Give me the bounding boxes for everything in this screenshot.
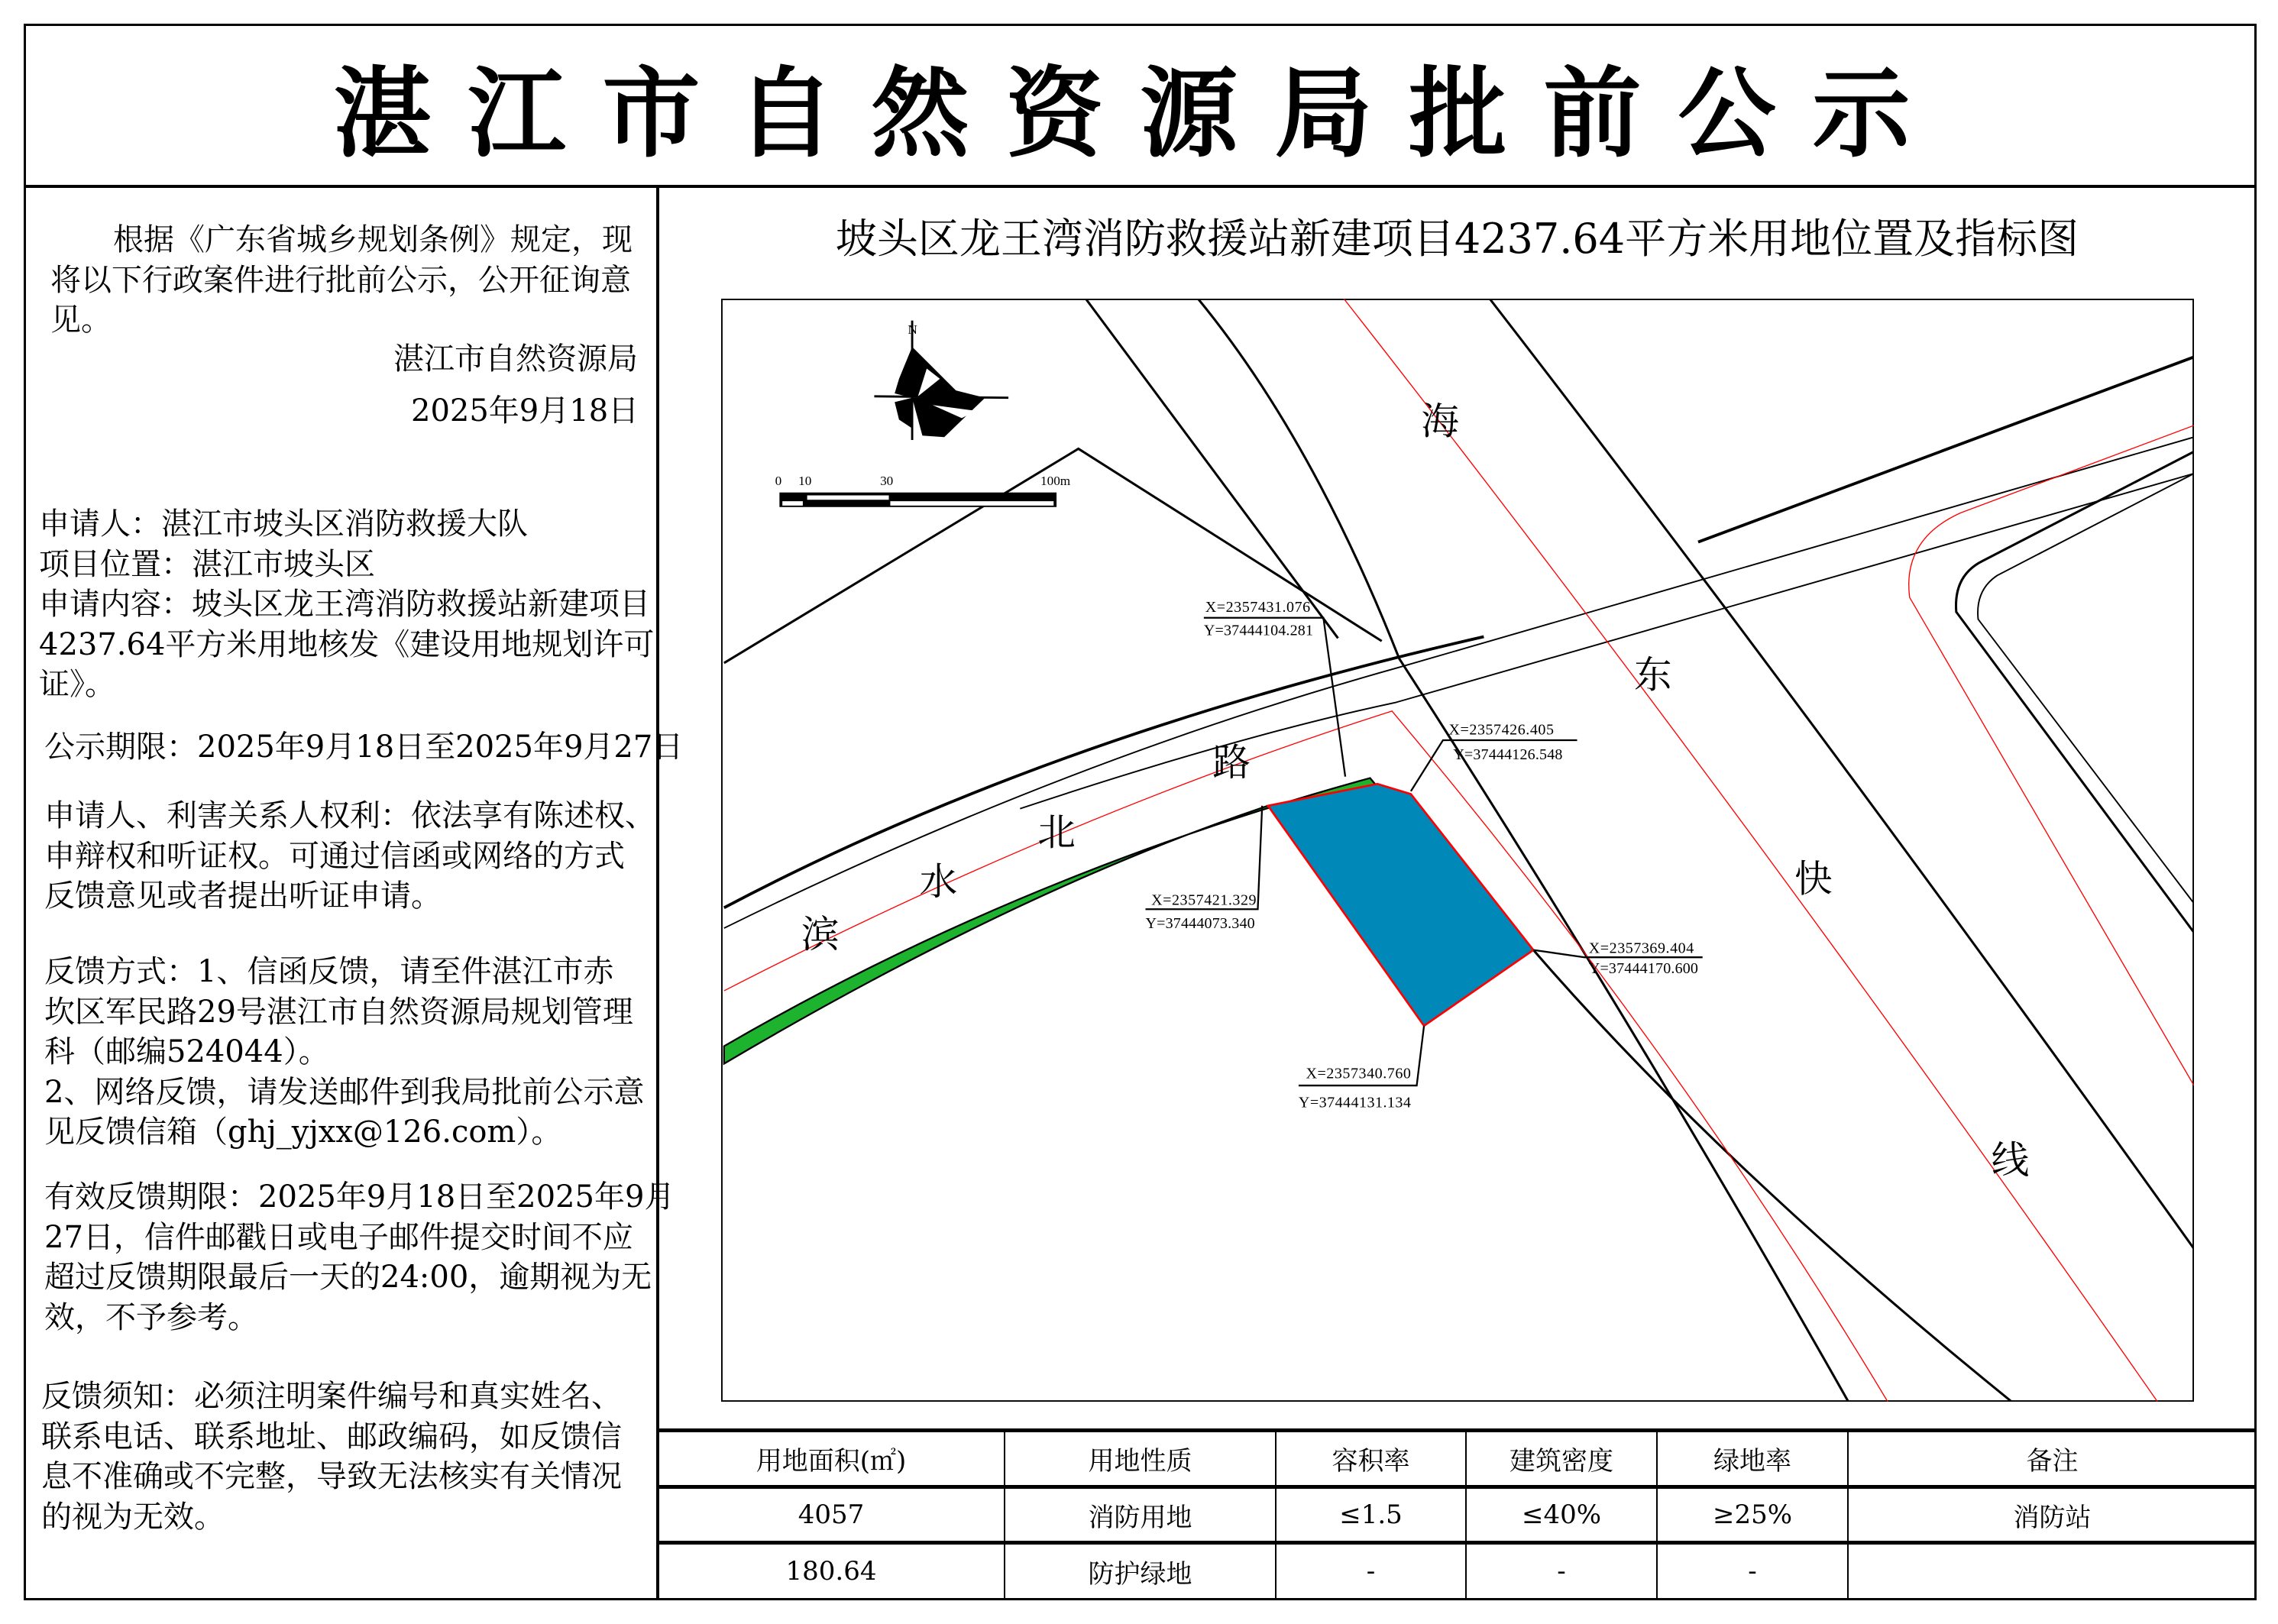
header-far: 容积率 xyxy=(1332,1446,1410,1477)
table-cell: 4057 xyxy=(798,1499,865,1530)
road-label: 海 xyxy=(1421,400,1459,443)
intro-paragraph xyxy=(50,220,633,341)
feedback-block xyxy=(44,952,644,1153)
table-cell: 消防站 xyxy=(2013,1502,2092,1533)
feedback-notes-block xyxy=(41,1377,622,1537)
coord-y: Y=37444073.340 xyxy=(1145,915,1255,933)
intro-line: 将以下行政案件进行批前公示，公开征询意 xyxy=(50,262,631,298)
scale-label: 0 xyxy=(775,474,782,489)
road-label: 东 xyxy=(1633,654,1672,697)
road-label: 北 xyxy=(1037,811,1076,854)
coord-x: X=2357340.760 xyxy=(1306,1065,1411,1082)
applicant-line: 申请内容：坡头区龙王湾消防救援站新建项目 xyxy=(39,587,650,622)
road-label: 路 xyxy=(1212,741,1251,784)
coord-y: Y=37444104.281 xyxy=(1203,622,1314,639)
north-label: N xyxy=(908,322,917,337)
notes-line: 的视为无效。 xyxy=(41,1499,225,1535)
coord-y: Y=37444131.134 xyxy=(1298,1094,1411,1111)
header-area: 用地面积(㎡) xyxy=(756,1446,907,1477)
notes-line: 息不准确或不完整，导致无法核实有关情况 xyxy=(41,1459,622,1494)
table-cell: ≤1.5 xyxy=(1339,1499,1403,1530)
table-cell: 180.64 xyxy=(785,1556,877,1587)
valid-line: 超过反馈期限最后一天的24:00，逾期视为无 xyxy=(44,1260,652,1295)
notes-line: 联系电话、联系地址、邮政编码，如反馈信 xyxy=(41,1419,622,1454)
coord-x: X=2357426.405 xyxy=(1448,721,1554,739)
intro-line: 见。 xyxy=(50,302,112,338)
table-cell: 防护绿地 xyxy=(1088,1558,1192,1590)
road-label: 水 xyxy=(919,861,958,904)
road-label: 滨 xyxy=(801,913,840,956)
site-map xyxy=(721,299,2194,1402)
road-label: 线 xyxy=(1991,1139,2030,1182)
feedback-line: 2、网络反馈，请发送邮件到我局批前公示意 xyxy=(44,1074,645,1110)
feedback-line: 见反馈信箱（ghj_yjxx@126.com）。 xyxy=(44,1114,562,1150)
table-cell xyxy=(1848,1545,2257,1598)
panel-divider xyxy=(656,186,659,1600)
feedback-line: 反馈方式：1、信函反馈，请至件湛江市赤 xyxy=(44,954,614,989)
map-border xyxy=(722,299,2193,1401)
coord-x: X=2357369.404 xyxy=(1588,940,1694,957)
applicant-line: 申请人：湛江市坡头区消防救援大队 xyxy=(39,506,528,542)
issuer: 湛江市自然资源局 xyxy=(393,341,638,377)
page-title: 湛江市自然资源局批前公示 xyxy=(333,57,1947,171)
intro-line: 根据《广东省城乡规划条例》规定，现 xyxy=(113,222,633,257)
scale-label: 100m xyxy=(1040,474,1071,489)
feedback-line: 坎区军民路29号湛江市自然资源局规划管理 xyxy=(44,994,633,1030)
table-cell: 消防用地 xyxy=(1088,1502,1192,1533)
valid-line: 效，不予参考。 xyxy=(44,1299,258,1335)
table-cell: - xyxy=(1748,1556,1757,1587)
header-density: 建筑密度 xyxy=(1509,1446,1613,1477)
notes-line: 反馈须知：必须注明案件编号和真实姓名、 xyxy=(41,1379,622,1414)
applicant-line: 4237.64平方米用地核发《建设用地规划许可 xyxy=(39,626,655,662)
header-green-ratio: 绿地率 xyxy=(1713,1446,1791,1477)
publicity-period: 公示期限：2025年9月18日至2025年9月27日 xyxy=(44,730,684,765)
rights-block xyxy=(44,796,655,917)
table-cell: ≥25% xyxy=(1712,1499,1793,1530)
header-remarks: 备注 xyxy=(2026,1446,2079,1477)
applicant-line: 证》。 xyxy=(39,667,115,702)
valid-period-block xyxy=(44,1177,675,1338)
table-cell: - xyxy=(1366,1556,1376,1587)
coord-y: Y=37444170.600 xyxy=(1588,960,1698,978)
header-land-use: 用地性质 xyxy=(1088,1446,1192,1477)
coord-y: Y=37444126.548 xyxy=(1453,746,1563,763)
map-title: 坡头区龙王湾消防救援站新建项目4237.64平方米用地位置及指标图 xyxy=(835,215,2079,263)
scale-label: 30 xyxy=(880,474,894,489)
valid-line: 有效反馈期限：2025年9月18日至2025年9月 xyxy=(44,1179,675,1215)
applicant-line: 项目位置：湛江市坡头区 xyxy=(39,546,375,582)
rights-line: 申辩权和听证权。可通过信函或网络的方式 xyxy=(44,838,625,874)
title-divider xyxy=(24,185,2257,188)
rights-line: 申请人、利害关系人权利：依法享有陈述权、 xyxy=(44,798,655,833)
table-cell: ≤40% xyxy=(1521,1499,1602,1530)
scale-label: 10 xyxy=(798,474,812,489)
issue-date: 2025年9月18日 xyxy=(411,393,639,429)
applicant-block xyxy=(39,504,654,705)
table-cell: - xyxy=(1557,1556,1566,1587)
coord-x: X=2357431.076 xyxy=(1205,599,1311,616)
rights-line: 反馈意见或者提出听证申请。 xyxy=(44,878,442,914)
valid-line: 27日，信件邮戳日或电子邮件提交时间不应 xyxy=(44,1219,633,1255)
feedback-line: 科（邮编524044）。 xyxy=(44,1034,329,1069)
road-label: 快 xyxy=(1794,858,1833,901)
coord-x: X=2357421.329 xyxy=(1151,891,1257,909)
